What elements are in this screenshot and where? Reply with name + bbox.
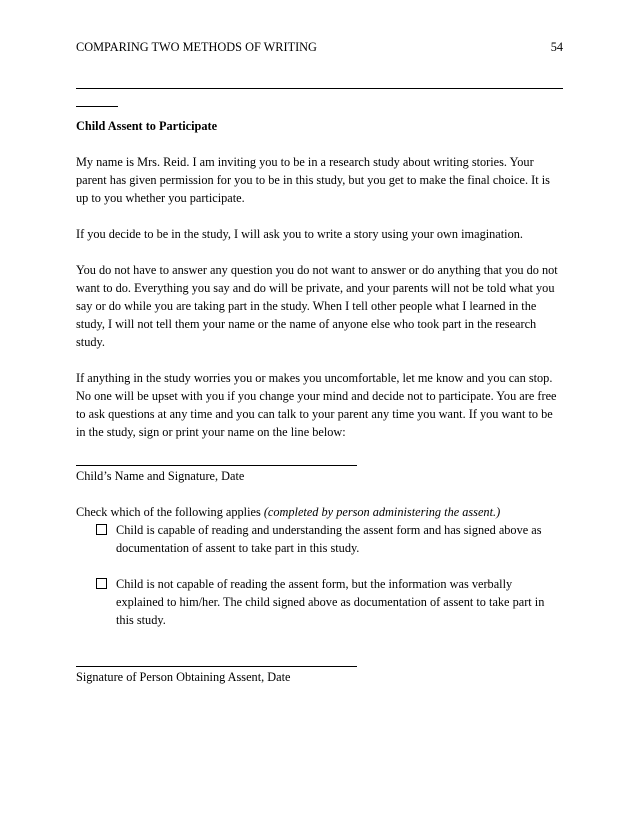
checkbox-not-capable[interactable] (96, 578, 107, 589)
header-rule-continuation (76, 106, 118, 107)
header-rule-line (76, 88, 563, 89)
page-number: 54 (550, 40, 563, 54)
assent-option-capable (96, 521, 563, 557)
option-text-capable: Child is capable of reading and understanding the assent form and has signed above as documentation of assent to take part in this study. (116, 523, 542, 555)
obtainer-signature-label: Signature of Person Obtaining Assent, Date (76, 670, 291, 684)
check-instructions (76, 503, 563, 521)
paragraph-task: If you decide to be in the study, I will ask you to write a story using your own imagination. (76, 227, 523, 241)
document-body (76, 117, 563, 704)
check-instructions-note: (completed by person administering the assent.) (263, 505, 501, 519)
check-instructions-text: Check which of the following applies (76, 505, 264, 519)
running-head (76, 39, 563, 55)
paragraph-privacy: You do not have to answer any question you do not want to answer or do anything that you do not want to do. Everything you say and do will be private, and your parents will not be told what you say or do while you are taking part in the study. When I tell other people what I learned in the study, I will not tell them your name or the name of anyone else who took part in the research study. (76, 263, 558, 349)
child-signature-label: Child’s Name and Signature, Date (76, 469, 245, 483)
document-page (76, 0, 563, 826)
child-signature-line[interactable] (76, 465, 357, 466)
checkbox-capable[interactable] (96, 524, 107, 535)
running-head-title: COMPARING TWO METHODS OF WRITING (76, 40, 317, 54)
assent-option-not-capable (96, 575, 563, 629)
obtainer-signature-line[interactable] (76, 666, 357, 667)
option-text-not-capable: Child is not capable of reading the assent form, but the information was verbally explained to him/her. The child signed above as documentation of assent to take part in this study. (116, 577, 545, 627)
paragraph-withdrawal: If anything in the study worries you or makes you uncomfortable, let me know and you can stop. No one will be upset with you if you change your mind and decide not to participate. You are free to ask questions at any time and you can talk to your parent any time you want. If you want to be in the study, sign or print your name on the line below: (76, 371, 557, 439)
paragraph-introduction: My name is Mrs. Reid. I am inviting you to be in a research study about writing stories. Your parent has given permission for you to be in this study, but you get to make the final choice. It is up to you whether you participate. (76, 155, 550, 205)
section-heading: Child Assent to Participate (76, 119, 218, 133)
header-rule (76, 80, 563, 107)
assent-options (76, 521, 563, 629)
